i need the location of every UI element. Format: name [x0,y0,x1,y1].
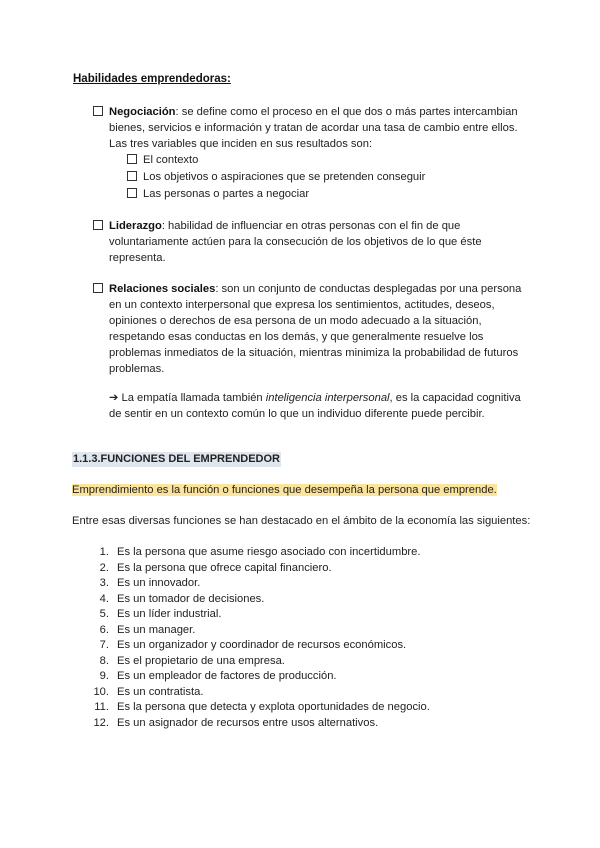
list-item [72,638,532,654]
note-italic: inteligencia interpersonal [265,392,390,404]
section-heading-2: 1.1.3.FUNCIONES DEL EMPRENDEDOR [73,453,281,465]
highlighted-text: Emprendimiento es la función o funciones que desempeña la persona que emprende. [72,484,497,496]
sub-list-item [127,186,533,203]
checkbox-icon [127,188,137,198]
skill-description: : habilidad de influenciar en otras personas con el fin de que voluntariamente actúen para la consecución de los objetivos de lo que éste representa. [109,220,482,264]
section-heading: Habilidades emprendedoras: [73,73,231,85]
skill-description: : son un conjunto de conductas desplegadas por una persona en un contexto interpersonal que expresa los sentimientos, actitudes, deseos, opiniones o derechos de esa persona de un modo adecuado a la situación, respetando esas conductas en los demás, y que generalmente resuelve los problemas inmediatos de la situación, mientras minimiza la probabilidad de futuros problemas. [109,283,522,375]
sub-item-text: Las personas o partes a negociar [143,188,310,200]
skill-relaciones-sociales [93,281,533,377]
list-number: 9. [99,670,109,682]
skill-negociacion [93,104,533,203]
list-text: Es un empleador de factores de producción. [117,670,337,682]
list-number: 1. [99,546,109,558]
note-text: , es la capacidad cognitiva de sentir en un contexto común lo que un individuo diferente puede percibir. [109,392,521,420]
list-item [72,545,532,561]
list-item [72,669,532,685]
skill-liderazgo [93,218,533,266]
list-number: 3. [99,577,109,589]
checkbox-icon [93,220,103,230]
list-text: Es un innovador. [117,577,201,589]
list-item [72,700,532,716]
highlighted-definition [72,482,502,499]
list-number: 5. [99,608,109,620]
list-item [72,685,532,701]
sub-list-item [127,169,533,186]
checkbox-icon [93,106,103,116]
list-item [72,561,532,577]
list-number: 12. [93,716,109,729]
list-item [72,654,532,670]
list-text: Es la persona que detecta y explota oportunidades de negocio. [117,701,430,713]
list-item [72,607,532,623]
list-item [72,623,532,639]
list-text: Es un tomador de decisiones. [117,592,265,605]
list-text: Es un manager. [117,623,196,636]
checkbox-icon [93,283,103,293]
checkbox-icon [127,154,137,164]
sub-item-text: Los objetivos o aspiraciones que se pretenden conseguir [143,171,426,183]
skill-term: Relaciones sociales [109,283,216,295]
list-item [72,716,532,732]
list-text: Es un organizador y coordinador de recursos económicos. [117,639,407,651]
checkbox-icon [127,171,137,181]
list-text: Es un contratista. [117,685,204,698]
sub-list-item [127,152,533,169]
list-number: 4. [99,592,109,605]
list-number: 2. [99,561,109,574]
skill-text [93,104,533,152]
note-text: La empatía llamada también [118,392,266,404]
list-text: Es la persona que asume riesgo asociado con incertidumbre. [117,546,421,558]
sub-list [127,152,533,203]
list-text: Es la persona que ofrece capital financiero. [117,561,332,574]
list-text: Es el propietario de una empresa. [117,654,285,667]
functions-list [72,545,532,731]
list-number: 7. [99,639,109,651]
list-number: 11. [94,701,109,713]
list-number: 8. [99,654,109,667]
skill-term: Negociación [109,106,176,118]
skill-text [93,281,533,377]
skill-term: Liderazgo [109,220,162,232]
list-item [72,576,532,592]
list-number: 10. [93,685,109,698]
list-text: Es un líder industrial. [117,608,222,620]
list-number: 6. [99,623,109,636]
sub-item-text: El contexto [143,154,199,166]
skill-description: : se define como el proceso en el que dos o más partes intercambian bienes, servicios e información y tratan de acordar una tasa de cambio entre ellos. Las tres variables que inciden en sus resultados son: [109,106,518,150]
list-text: Es un asignador de recursos entre usos alternativos. [117,716,379,729]
skill-text [93,218,533,266]
list-item [72,592,532,608]
intro-paragraph: Entre esas diversas funciones se han destacado en el ámbito de la economía las siguientes: [72,515,531,527]
empathy-note [109,390,533,422]
arrow-icon: ➔ [109,392,119,404]
